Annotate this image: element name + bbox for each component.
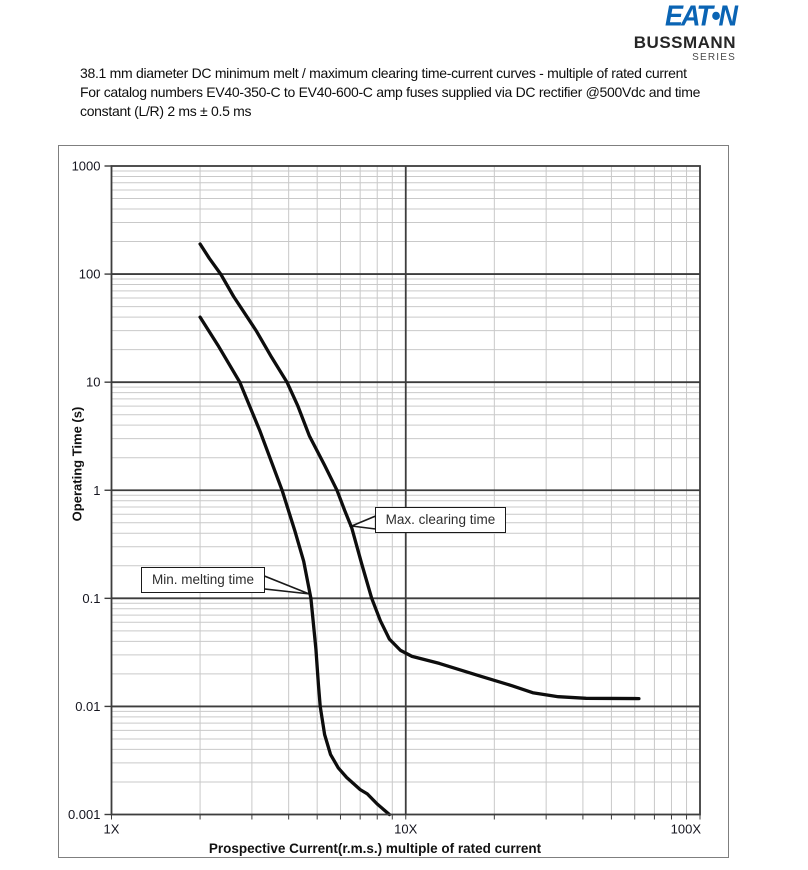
axis-tick-labels <box>68 159 701 837</box>
x-tick-label: 1X <box>103 821 120 837</box>
y-tick-label: 1000 <box>71 158 101 174</box>
y-tick-label: 100 <box>78 266 101 282</box>
y-axis-title: Operating Time (s) <box>69 406 85 522</box>
callout-max-clearing-time: Max. clearing time <box>375 507 507 533</box>
y-tick-label: 1 <box>93 482 101 498</box>
y-tick-label: 0.1 <box>82 590 101 606</box>
callout-leader <box>264 576 309 594</box>
y-tick-label: 0.001 <box>67 807 101 822</box>
gridlines <box>112 166 701 815</box>
axis-ticks <box>105 166 701 820</box>
y-tick-label: 0.01 <box>75 698 101 714</box>
chart-svg <box>59 146 727 856</box>
title-line-2: For catalog numbers EV40-350-C to EV40-600-C amp fuses supplied via DC rectifier @500Vdc and time <box>80 84 701 100</box>
chart-title <box>80 64 700 121</box>
x-tick-label: 10X <box>394 821 418 837</box>
title-line-3: constant (L/R) 2 ms ± 0.5 ms <box>80 103 252 119</box>
title-line-1: 38.1 mm diameter DC minimum melt / maximum clearing time-current curves - multiple of rated current <box>80 65 687 81</box>
eaton-logo: EAT•N <box>665 0 736 32</box>
chart-frame <box>58 145 729 858</box>
brand-block <box>633 0 736 63</box>
y-tick-label: 10 <box>86 374 101 390</box>
x-tick-label: 100X <box>670 821 701 837</box>
series-label: SERIES <box>692 52 736 63</box>
x-axis-title: Prospective Current(r.m.s.) multiple of rated current <box>208 841 542 856</box>
bussmann-wordmark: BUSSMANN <box>633 33 736 52</box>
callout-min-melting-time: Min. melting time <box>141 567 265 593</box>
